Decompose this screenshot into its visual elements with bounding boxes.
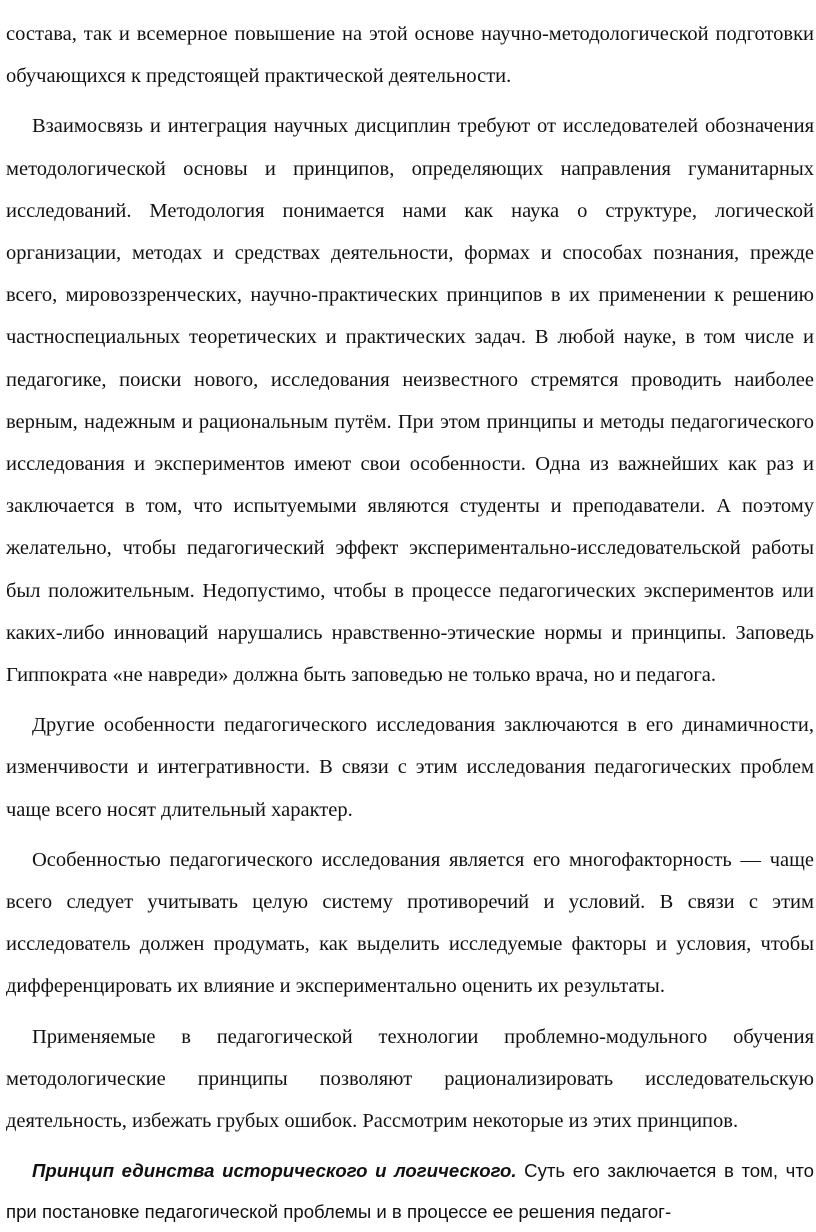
paragraph-1: состава, так и всемерное повышение на этой основе научно-методологической подготовки обучающихся к предстоящей практической деятельности. <box>6 23 814 88</box>
principle-heading: Принцип единства исторического и логического. <box>32 1160 517 1182</box>
paragraph-6 <box>6 1150 814 1232</box>
paragraph-6-text: Суть его заключается в том, что при постановке педагогической проблемы и в процессе ее решения педагог- <box>6 1160 814 1223</box>
document-page <box>6 0 814 1232</box>
paragraph-2: Взаимосвязь и интеграция научных дисциплин требуют от исследователей обозначения методологической основы и принципов, определяющих направления гуманитарных исследований. Методология понимается нами как наука о структуре, логической организации, методах и средствах деятельности, формах и способах познания, прежде всего, мировоззренческих, научно-практических принципов в их применении к решению частноспециальных теоретических и практических задач. В любой науке, в том числе и педагогике, поиски нового, исследования неизвестного стремятся проводить наиболее верным, надежным и рациональным путём. При этом принципы и методы педагогического исследования и экспериментов имеют свои особенности. Одна из важнейших как раз и заключается в том, что испытуемыми являются студенты и преподаватели. А поэтому желательно, чтобы педагогический эффект экспериментально-исследовательской работы был положительным. Недопустимо, чтобы в процессе педагогических экспериментов или каких-либо инноваций нарушались нравственно-этические нормы и принципы. Заповедь Гиппократа «не навреди» должна быть заповедью не только врача, но и педагога. <box>6 115 814 687</box>
paragraph-4: Особенностью педагогического исследования является его многофакторность — чаще всего следует учитывать целую систему противоречий и условий. В связи с этим исследователь должен продумать, как выделить исследуемые факторы и условия, чтобы дифференцировать их влияние и экспериментально оценить их результаты. <box>6 848 814 998</box>
paragraph-5: Применяемые в педагогической технологии проблемно-модульного обучения методологические принципы позволяют рационализировать исследовательскую деятельность, избежать грубых ошибок. Рассмотрим некоторые из этих принципов. <box>6 1025 814 1133</box>
paragraph-3: Другие особенности педагогического исследования заключаются в его динамичности, изменчивости и интегративности. В связи с этим исследования педагогических проблем чаще всего носят длительный характер. <box>6 714 814 821</box>
